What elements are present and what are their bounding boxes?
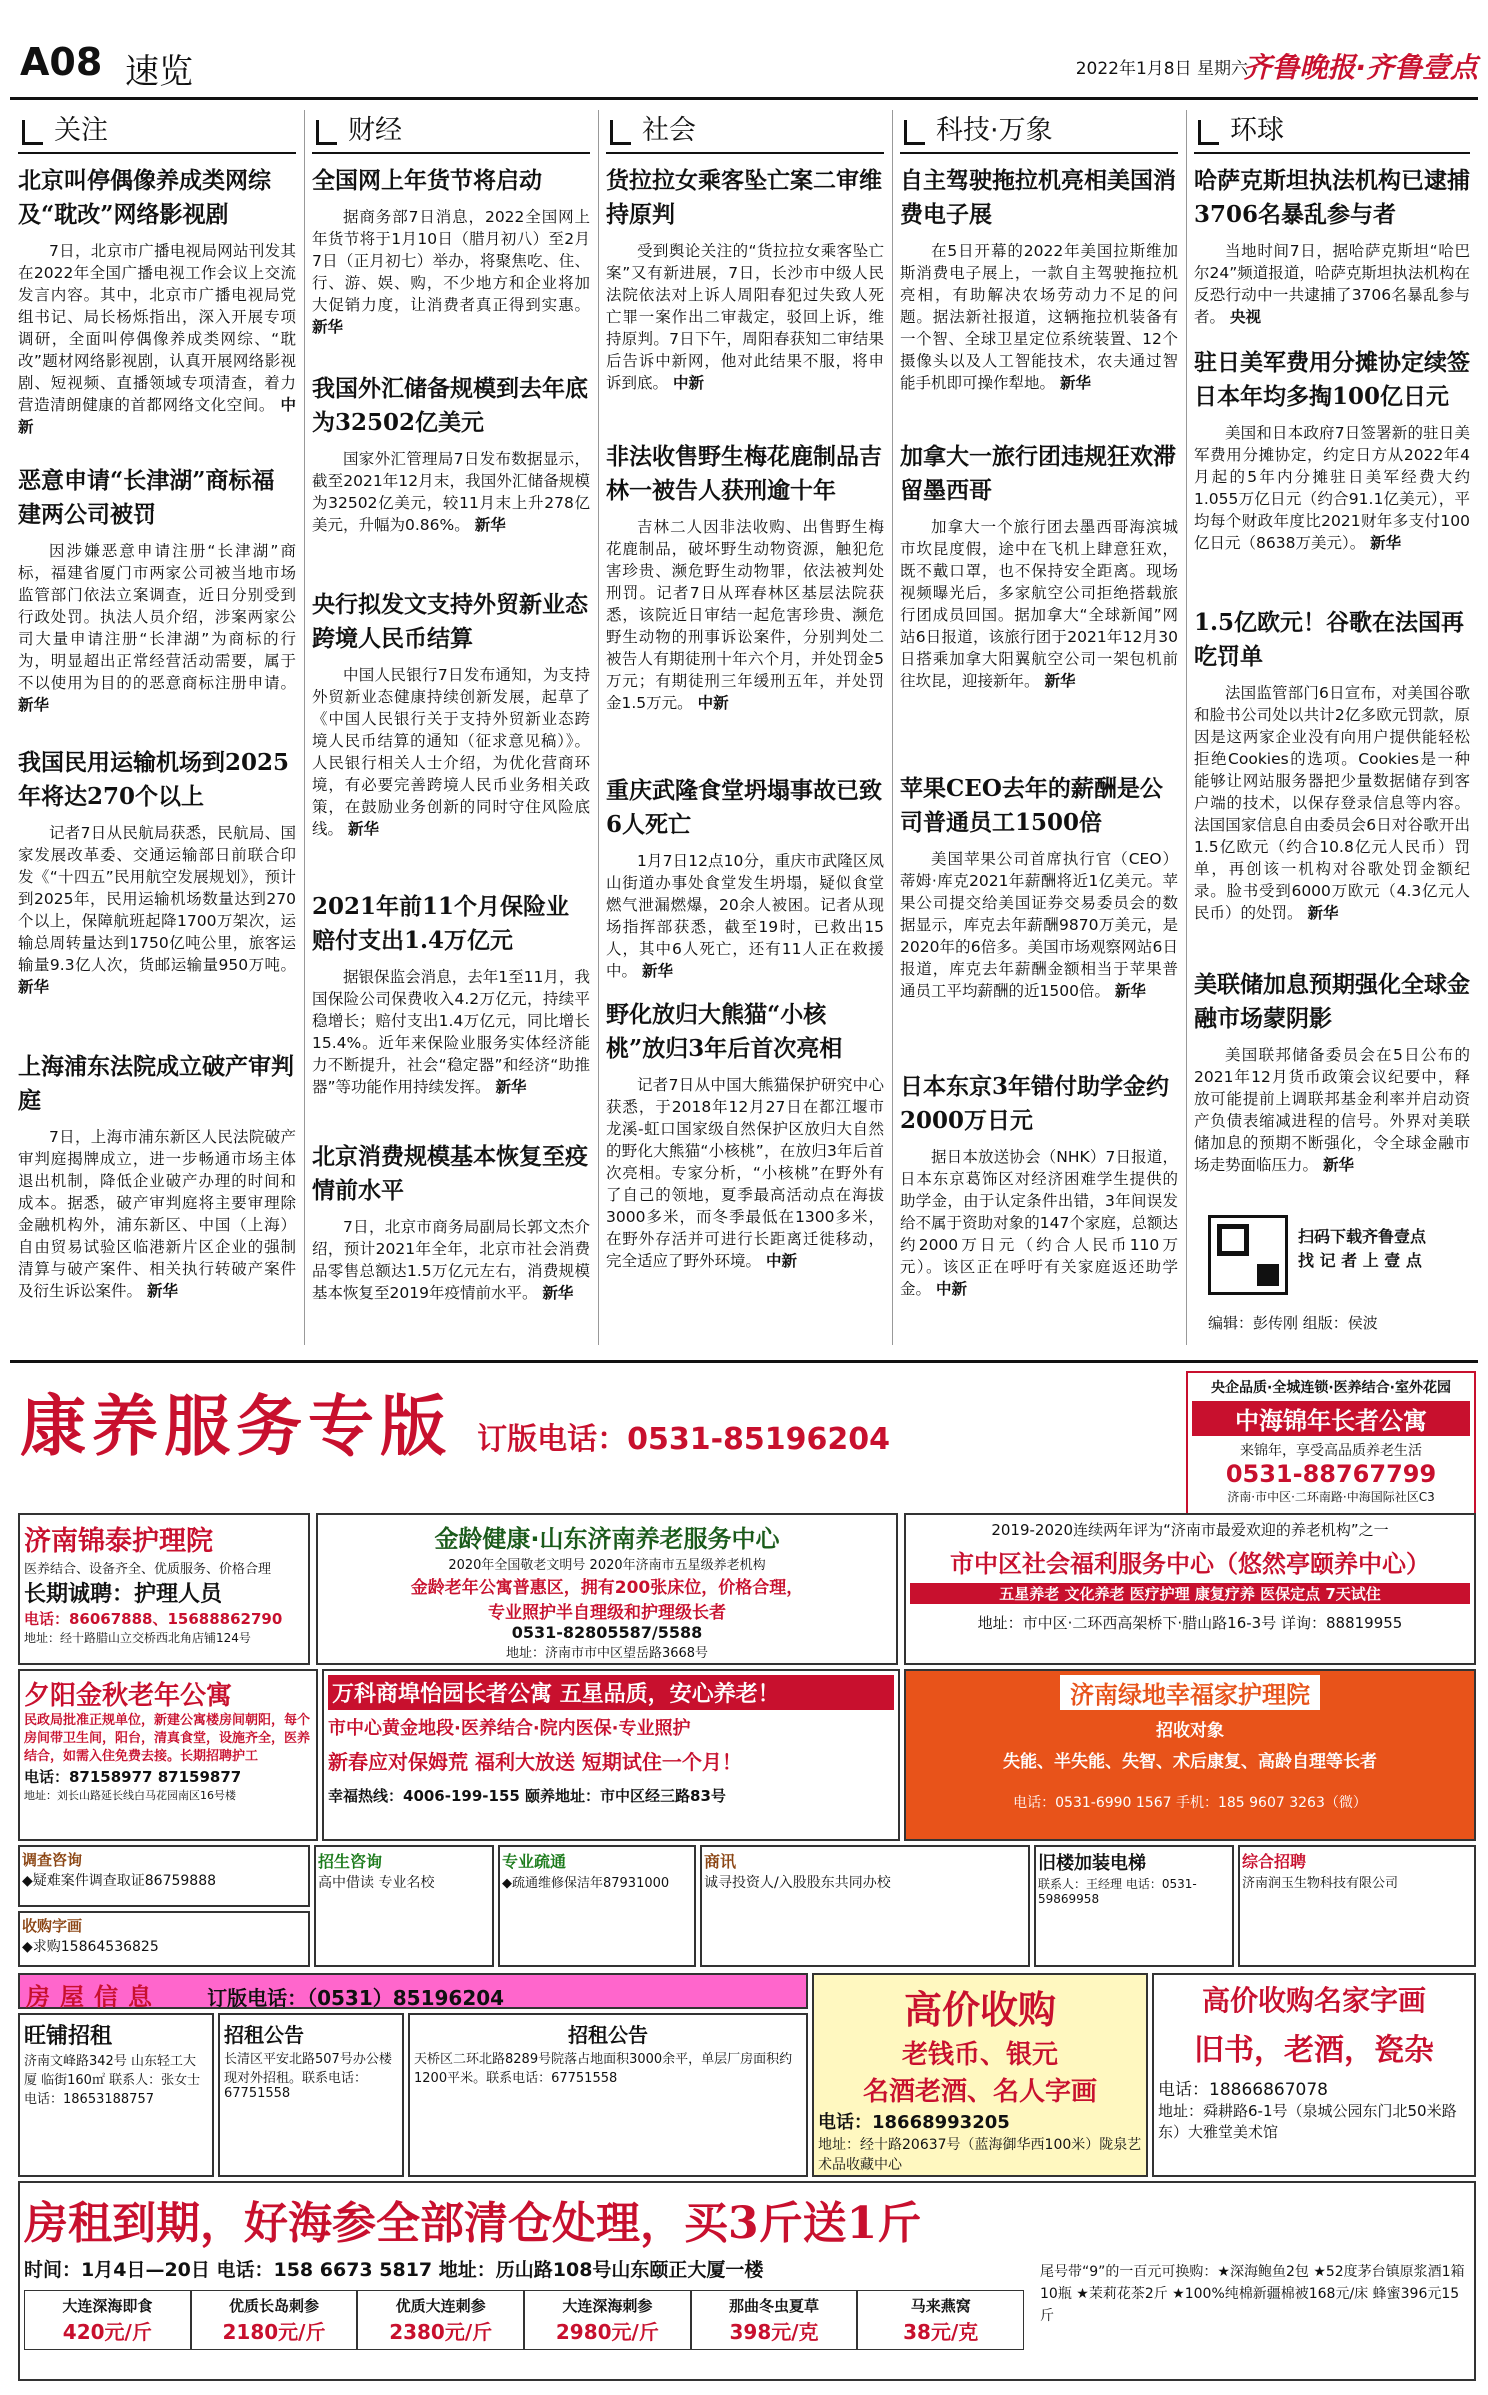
article-body: 据日本放送协会（NHK）7日报道，日本东京葛饰区对经济困难学生提供的助学金，由于认定条件出错，3年间误发给不属于资助对象的147个家庭，总额达约2000万日元（约合人民币110万元）。该区正在呼吁有关家庭返还助学金。 [900,1148,1178,1298]
ad-title: 济南锦泰护理院 [24,1526,213,1557]
article-source: 新华 [641,962,673,980]
headline: 自主驾驶拖拉机亮相美国消费电子展 [900,167,1176,228]
ad-jintai[interactable] [18,1513,310,1665]
ad-classified[interactable] [18,1911,310,1967]
article[interactable] [606,998,884,1272]
article[interactable] [900,1070,1178,1300]
article-body: 记者7日从民航局获悉，民航局、国家发展改革委、交通运输部日前联合印发《“十四五”民用航空发展规划》，预计到2025年，民用运输机场数量达到270个以上，保障航班起降1700万架次，运输总周转量达到1750亿吨公里，旅客运输量9.3亿人次，货邮运输量950万吨。 [18,824,296,974]
article-body: 中国人民银行7日发布通知，为支持外贸新业态健康持续创新发展，起草了《中国人民银行关于支持外贸新业态跨境人民币结算的通知（征求意见稿）》。人民银行相关人士介绍，为优化营商环境，有必要完善跨境人民币业务相关政策，在鼓励业务创新的同时守住风险底线。 [312,666,590,838]
column-divider [598,110,599,1345]
article-body: 吉林二人因非法收购、出售野生梅花鹿制品，破坏野生动物资源，触犯危害珍贵、濒危野生动物罪，依法被判处刑罚。记者7日从珲春林区基层法院获悉，该院近日审结一起危害珍贵、濒危野生动物的刑事诉讼案件，分别判处二被告人有期徒刑十年六个月，并处罚金5万元；有期徒刑三年缓刑五年，并处罚金1.5万元。 [606,518,884,712]
ad-title: 招租公告 [224,2023,304,2047]
article[interactable] [312,372,590,536]
ad-text: 旧书，老酒，瓷杂 [1194,2033,1434,2068]
article-body: 加拿大一个旅行团去墨西哥海滨城市坎昆度假，途中在飞机上肆意狂欢，既不戴口罩，也不保持安全距离。现场视频曝光后，多家航空公司拒绝搭载旅行团成员回国。据加拿大“全球新闻”网站6日报道，该旅行团于2021年12月30日搭乘加拿大阳翼航空公司一架包机前往坎昆，迎接新年。 [900,518,1178,690]
article[interactable] [1194,606,1470,924]
issue-date: 2022年1月8日 星期六 [1075,59,1248,79]
headline: 非法收售野生梅花鹿制品吉林一被告人获刑逾十年 [606,443,882,504]
ad-text: 招收对象 [1156,1721,1224,1741]
article-source: 新华 [1370,534,1402,552]
article-source: 中新 [765,1252,797,1270]
ad-text: 来锦年，享受高品质养老生活 [1240,1443,1422,1459]
ad-classified[interactable] [18,1845,310,1907]
ad-text: 市中心黄金地段·医养结合·院内医保·专业照护 [328,1718,691,1739]
ad-title: 金龄健康·山东济南养老服务中心 [434,1525,780,1553]
article[interactable] [18,164,296,438]
column-label: 社会 [606,110,884,154]
article-body: 当地时间7日，据哈萨克斯坦“哈巴尔24”频道报道，哈萨克斯坦执法机构在反恐行动中一共逮捕了3706名暴乱参与者。 [1194,242,1470,326]
article-source: 中新 [935,1280,967,1298]
ad-lvdi[interactable] [904,1669,1476,1841]
article[interactable] [18,746,296,998]
article[interactable] [606,440,884,714]
ad-text: 地址：经十路腊山立交桥西北角店铺124号 [24,1631,251,1645]
article[interactable] [312,588,590,840]
headline: 全国网上年货节将启动 [312,167,542,194]
qr-code-icon[interactable] [1208,1215,1288,1295]
article-source: 央视 [1229,308,1261,326]
price-list [24,2290,1024,2350]
page-number: A08 [20,40,103,84]
ad-title: 高价收购名家字画 [1201,1984,1426,2017]
ad-text: 失能、半失能、失智、术后康复、高龄自理等长者 [1003,1752,1377,1772]
article[interactable] [1194,164,1470,328]
article[interactable] [18,1050,296,1302]
article-body: 美国苹果公司首席执行官（CEO）蒂姆·库克2021年薪酬将近1亿美元。苹果公司提交给美国证券交易委员会的数据显示，库克去年薪酬9870万美元，是2020年的6倍多。美国市场观察网站6日报道，库克去年薪酬金额相当于苹果普通员工平均薪酬的近1500倍。 [900,850,1178,1000]
article[interactable] [1194,346,1470,554]
ad-text: 联系人：王经理 电话：0531-59869958 [1038,1877,1197,1906]
ad-text: 新春应对保姆荒 福利大放送 短期试住一个月！ [328,1750,742,1774]
ad-banner [20,1373,1180,1483]
column-label: 科技·万象 [900,110,1178,154]
item-name: 大连深海即食 [62,2297,153,2315]
ad-text: 诚寻投资人/入股股东共同办校 [704,1875,891,1891]
ad-title: 商讯 [704,1852,737,1871]
ad-title: 中海锦年长者公寓 [1192,1401,1470,1436]
ad-text: 济南文峰路342号 山东轻工大厦 临街160㎡ 联系人：张女士 电话：18653188757 [24,2054,201,2107]
headline: 苹果CEO去年的薪酬是公司普通员工1500倍 [900,775,1163,836]
item-price: 2380元/斤 [389,2320,493,2344]
article[interactable] [606,164,884,394]
ad-text: 地址：舜耕路6-1号（泉城公园东门北50米路东）大雅堂美术馆 [1158,2102,1457,2141]
headline: 重庆武隆食堂坍塌事故已致6人死亡 [606,777,882,838]
editor-credit: 编辑：彭传刚 组版：侯波 [1208,1314,1378,1332]
item-price: 2980元/斤 [555,2320,659,2344]
ad-zhonghai[interactable] [1186,1371,1476,1515]
ad-title: 旧楼加装电梯 [1038,1853,1146,1874]
ad-title: 房租到期，好海参全部清仓处理，买3斤送1斤 [24,2198,922,2249]
ad-phone: 电话：0531-6990 1567 手机：185 9607 3263（微） [1013,1795,1367,1811]
ad-text: 央企品质·全城连锁·医养结合·室外花园 [1211,1380,1451,1396]
ad-banner-phone: 订版电话：0531-85196204 [477,1422,891,1457]
article-source: 新华 [495,1078,527,1096]
ad-title: 市中区社会福利服务中心（悠然亭颐养中心） [950,1550,1430,1578]
headline: 加拿大一旅行团违规狂欢滞留墨西哥 [900,443,1176,504]
article[interactable] [312,1140,590,1304]
headline: 央行拟发文支持外贸新业态跨境人民币结算 [312,591,588,652]
column-divider [892,110,893,1345]
column-label: 环球 [1194,110,1470,154]
article-body: 7日，北京市商务局副局长郭文杰介绍，预计2021年全年，北京市社会消费品零售总额达1.5万亿元左右，消费规模基本恢复至2019年疫情前水平。 [312,1218,590,1302]
headline: 我国民用运输机场到2025年将达270个以上 [18,749,290,810]
ad-text: 民政局批准正规单位，新建公寓楼房间朝阳，每个房间带卫生间，阳台，清真食堂，设施齐全，医养结合，如需入住免费去接。长期招聘护工 [24,1713,311,1764]
price-item [24,2290,191,2350]
ad-text: ◆求购15864536825 [22,1939,159,1955]
article-body: 国家外汇管理局7日发布数据显示，截至2021年12月末，我国外汇储备规模为32502亿美元，较11月末上升278亿美元，升幅为0.86%。 [312,450,590,534]
ad-text: 尾号带“9”的一百元可换购：★深海鲍鱼2包 ★52度茅台镇原浆酒1箱10瓶 ★茉莉花茶2斤 ★100%纯棉新疆棉被168元/床 蜂蜜396元15斤 [1040,2264,1465,2324]
ad-phone: 0531-82805587/5588 [511,1623,703,1642]
ad-title: 高价收购 [903,1988,1056,2032]
ad-text: 地址：经十路20637号（蓝海御华西100米）陇泉艺术品收藏中心 [818,2137,1142,2173]
price-item [524,2290,691,2350]
ad-text: 金龄老年公寓普惠区，拥有200张床位，价格合理， [410,1578,804,1598]
article-source: 中新 [18,396,296,436]
ad-shandong-elderly[interactable] [316,1513,898,1665]
article-body: 在5日开幕的2022年美国拉斯维加斯消费电子展上，一款自主驾驶拖拉机亮相，有助解决农场劳动力不足的问题。据法新社报道，这辆拖拉机装备有一个智、全球卫星定位系统装置、12个摄像头以及人工智能技术，农夫通过智能手机即可操作犁地。 [900,242,1178,392]
item-price: 2180元/斤 [222,2320,326,2344]
ad-vanke[interactable] [322,1669,900,1841]
ad-text: ◆疏通维修保洁年87931000 [502,1876,670,1891]
ad-banner-title: 康养服务专版 [20,1387,452,1465]
headline: 北京叫停偶像养成类网综及“耽改”网络影视剧 [18,167,271,228]
article-body: 美国联邦储备委员会在5日公布的2021年12月货币政策会议纪要中，释放可能提前上调联邦基金利率并启动资产负债表缩减进程的信号。外界对美联储加息的预期不断强化，令全球金融市场走势面临压力。 [1194,1046,1470,1174]
ad-phone: 电话：18668993205 [818,2112,1010,2133]
column-tech [892,110,1186,1345]
ad-phone: 电话：87158977 87159877 [24,1768,242,1786]
article[interactable] [606,774,884,982]
headline: 2021年前11个月保险业赔付支出1.4万亿元 [312,893,570,954]
ad-xiyang[interactable] [18,1669,318,1841]
qr-caption-line: 找 记 者 上 壹 点 [1298,1251,1422,1270]
headline: 野化放归大熊猫“小核桃”放归3年后首次亮相 [606,1001,843,1062]
ad-rent[interactable] [18,2013,214,2177]
ad-phone: 0531-88767799 [1225,1460,1437,1488]
price-item [191,2290,358,2350]
column-society [598,110,892,1345]
item-name: 马来燕窝 [910,2297,971,2315]
article-source: 中新 [672,374,704,392]
article-body: 记者7日从中国大熊猫保护研究中心获悉，于2018年12月27日在都江堰市龙溪-虹口国家级自然保护区放归大自然的野化大熊猫“小核桃”，在放归3年后首次亮相。专家分析，“小核桃”在野外有了自己的领地，夏季最高活动点在海拔3000多米，而冬季最低在1300多米，在野外存活并可进行长距离迁徙移动，完全适应了野外环境。 [606,1076,884,1270]
article-source: 新华 [146,1282,178,1300]
ad-text: 地址：刘长山路延长线白马花园南区16号楼 [24,1789,236,1802]
article-body: 美国和日本政府7日签署新的驻日美军费用分摊协定，约定日方从2022年4月起的5年内分摊驻日美军经费大约1.055万亿日元（约合91.1亿美元），平均每个财政年度比2021财年多支付100亿日元（8638万美元）。 [1194,424,1470,552]
ad-text: 名酒老酒、名人字画 [862,2077,1097,2107]
headline: 货拉拉女乘客坠亡案二审维持原判 [606,167,882,228]
article[interactable] [900,164,1178,394]
price-item [857,2290,1024,2350]
price-item [691,2290,858,2350]
ad-rent[interactable] [408,2013,808,2177]
ad-phone: 电话：86067888、15688862790 [24,1610,283,1628]
column-label: 财经 [312,110,590,154]
ad-classified[interactable] [314,1845,494,1967]
news-columns [10,110,1478,1345]
article-source: 中新 [697,694,729,712]
ad-rent-header [18,1973,808,2009]
ad-text: 长清区平安北路507号办公楼现对外招租。联系电话：67751558 [224,2052,392,2101]
article[interactable] [312,890,590,1098]
page-header [10,28,1478,100]
article-source: 新华 [542,1284,574,1302]
ad-title: 济南绿地幸福家护理院 [1060,1675,1320,1710]
ad-sea-cucumber[interactable] [18,2181,1476,2381]
item-name: 那曲冬虫夏草 [729,2297,820,2315]
ad-title: 招生咨询 [318,1852,383,1871]
ad-text: 高中借读 专业名校 [318,1875,435,1891]
ad-text: ◆疑难案件调查取证86759888 [22,1873,217,1889]
article[interactable] [1194,968,1470,1198]
ad-title: 综合招聘 [1242,1852,1307,1871]
ad-text: 2019-2020连续两年评为“济南市最爱欢迎的养老机构”之一 [991,1521,1389,1539]
ad-text: 济南润玉生物科技有限公司 [1242,1876,1399,1891]
ad-text: 老钱币、银元 [901,2040,1058,2070]
ad-title: 调查咨询 [22,1851,83,1869]
item-price: 38元/克 [903,2320,979,2344]
article[interactable] [900,772,1178,1002]
ad-text: 天桥区二环北路8289号院落占地面积3000余平，单层厂房面积约1200平米。联系电话：67751558 [414,2052,793,2086]
article-body: 7日，北京市广播电视局网站刊发其在2022年全国广播电视工作会议上交流发言内容。其中，北京市广播电视局党组书记、局长杨烁指出，深入开展专项调研，全面叫停偶像养成类网综、“耽改”题材网络影视剧，认真开展网络影视剧、短视频、直播领域专项清查，着力营造清朗健康的首都网络文化空间。 [18,242,296,414]
ad-text: 地址：济南市市中区望岳路3668号 [505,1646,709,1661]
item-price: 420元/斤 [62,2320,152,2344]
headline: 上海浦东法院成立破产审判庭 [18,1053,294,1114]
ad-title: 万科商埠怡园长者公寓 五星品质，安心养老！ [328,1675,894,1710]
article-source: 新华 [1322,1156,1354,1174]
ad-title: 招租公告 [568,2023,648,2047]
ad-text: 济南·市中区·二环南路·中海国际社区C3 [1227,1490,1435,1504]
ad-welfare-center[interactable] [904,1513,1476,1665]
article-source: 新华 [1044,672,1076,690]
advertising-section [10,1360,1478,2385]
article-body: 1月7日12点10分，重庆市武隆区凤山街道办事处食堂发生坍塌，疑似食堂燃气泄漏燃爆，20余人被困。记者从现场指挥部获悉，截至19时，已救出15人，其中6人死亡，还有11人正在救援中。 [606,852,884,980]
ad-title: 收购字画 [22,1917,83,1935]
ad-text: 地址：市中区·二环西高架桥下·腊山路16-3号 详询：88819955 [977,1614,1403,1632]
article-source: 新华 [1307,904,1339,922]
article-body: 受到舆论关注的“货拉拉女乘客坠亡案”又有新进展，7日，长沙市中级人民法院依法对上诉人周阳春犯过失致人死亡罪一案作出二审裁定，驳回上诉，维持原判。7日下午，周阳春获知二审结果后告诉中新网，他对此结果不服，将申诉到底。 [606,242,884,392]
ad-rent[interactable] [218,2013,404,2177]
ad-title: 专业疏通 [502,1852,567,1871]
article-source: 新华 [1059,374,1091,392]
ad-text: 专业照护半自理级和护理级长者 [488,1603,726,1623]
column-world [1186,110,1478,1345]
ad-classified[interactable] [498,1845,696,1967]
item-name: 优质大连刺参 [395,2297,486,2315]
article-body: 法国监管部门6日宣布，对美国谷歌和脸书公司处以共计2亿多欧元罚款，原因是这两家企业没有向用户提供能轻松拒绝Cookies的选项。Cookies是一种能够让网站服务器把少量数据储存到客户端的技术，以保存登录信息等内容。法国国家信息自由委员会6日对谷歌开出1.5亿欧元（约合10.8亿元人民币）罚单，再创该一机构对谷歌处罚金额纪录。脸书受到6000万欧元（4.3亿元人民币）的处罚。 [1194,684,1470,922]
ad-text: 医养结合、设备齐全、优质服务、价格合理 [24,1562,272,1577]
article-body: 据银保监会消息，去年1至11月，我国保险公司保费收入4.2万亿元，持续平稳增长；赔付支出1.4万亿元，同比增长15.4%。近年来保险业服务实体经济能力不断提升，社会“稳定器”和经济“助推器”等功能作用持续发挥。 [312,968,590,1096]
item-name: 优质长岛刺参 [229,2297,320,2315]
ad-buy-art[interactable] [1152,1973,1476,2177]
headline: 我国外汇储备规模到去年底为32502亿美元 [312,375,588,436]
ad-title: 旺铺招租 [24,2024,113,2049]
article-source: 新华 [1114,982,1146,1000]
article-body: 据商务部7日消息，2022全国网上年货节将于1月10日（腊月初八）至2月7日（正月初七）举办，将聚焦吃、住、行、游、娱、购，不少地方和企业将加大促销力度，让消费者真正得到实惠。 [312,208,590,314]
headline: 北京消费规模基本恢复至疫情前水平 [312,1143,588,1204]
column-divider [304,110,305,1345]
ad-text: 五星养老 文化养老 医疗护理 康复疗养 医保定点 7天试住 [910,1583,1470,1604]
headline: 1.5亿欧元！谷歌在法国再吃罚单 [1194,609,1465,670]
ad-text: 时间：1月4日—20日 电话：158 6673 5817 地址：历山路108号山东颐正大厦一楼 [24,2259,764,2281]
section-title: 速览 [125,52,193,92]
column-divider [1186,110,1187,1345]
article-body: 7日，上海市浦东新区人民法院破产审判庭揭牌成立，进一步畅通市场主体退出机制，降低企业破产办理的时间和成本。据悉，破产审判庭将主要审理除金融机构外，浦东新区、中国（上海）自由贸易试验区临港新片区企业的强制清算与破产案件、相关执行转破产案件及衍生诉讼案件。 [18,1128,296,1300]
headline: 驻日美军费用分摊协定续签日本年均多掏100亿日元 [1194,349,1470,410]
ad-phone: 订版电话：（0531）85196204 [207,1986,505,2010]
ad-phone: 电话：18866867078 [1158,2080,1328,2100]
ad-classified[interactable] [1034,1845,1234,1967]
article[interactable] [18,464,296,716]
headline: 哈萨克斯坦执法机构已逮捕3706名暴乱参与者 [1194,167,1470,228]
headline: 恶意申请“长津湖”商标福建两公司被罚 [18,467,275,528]
ad-classified[interactable] [1238,1845,1476,1967]
headline: 美联储加息预期强化全球金融市场蒙阴影 [1194,971,1470,1032]
column-finance [304,110,598,1345]
article[interactable] [312,164,590,338]
article-source: 新华 [474,516,506,534]
article-source: 新华 [18,696,50,714]
article-source: 新华 [347,820,379,838]
ad-phone: 幸福热线：4006-199-155 颐养地址：市中区经三路83号 [328,1787,726,1805]
ad-title: 房屋信息 [26,1983,162,2011]
newspaper-logo: 齐鲁晚报·齐鲁壹点 [1243,51,1478,84]
column-focus [10,110,304,1345]
ad-title: 夕阳金秋老年公寓 [24,1681,233,1711]
qr-caption-line: 扫码下载齐鲁壹点 [1298,1227,1427,1246]
article-source: 新华 [18,978,50,996]
item-price: 398元/克 [729,2320,819,2344]
item-name: 大连深海刺参 [562,2297,653,2315]
qr-caption [1298,1225,1426,1273]
column-label: 关注 [18,110,296,154]
article[interactable] [900,440,1178,692]
ad-text: 2020年全国敬老文明号 2020年济南市五星级养老机构 [448,1558,766,1573]
article-body: 因涉嫌恶意申请注册“长津湖”商标，福建省厦门市两家公司被当地市场监管部门依法立案调查，近日分别受到行政处罚。执法人员介绍，涉案两家公司大量申请注册“长津湖”为商标的行为，明显超出正常经营活动需要，属于不以使用为目的的恶意商标注册申请。 [18,542,296,692]
article-source: 新华 [312,318,344,336]
ad-text: 长期诚聘：护理人员 [24,1582,223,1607]
headline: 日本东京3年错付助学金约2000万日元 [900,1073,1170,1134]
price-item [357,2290,524,2350]
ad-classified[interactable] [700,1845,1030,1967]
ad-buy[interactable] [812,1973,1148,2177]
